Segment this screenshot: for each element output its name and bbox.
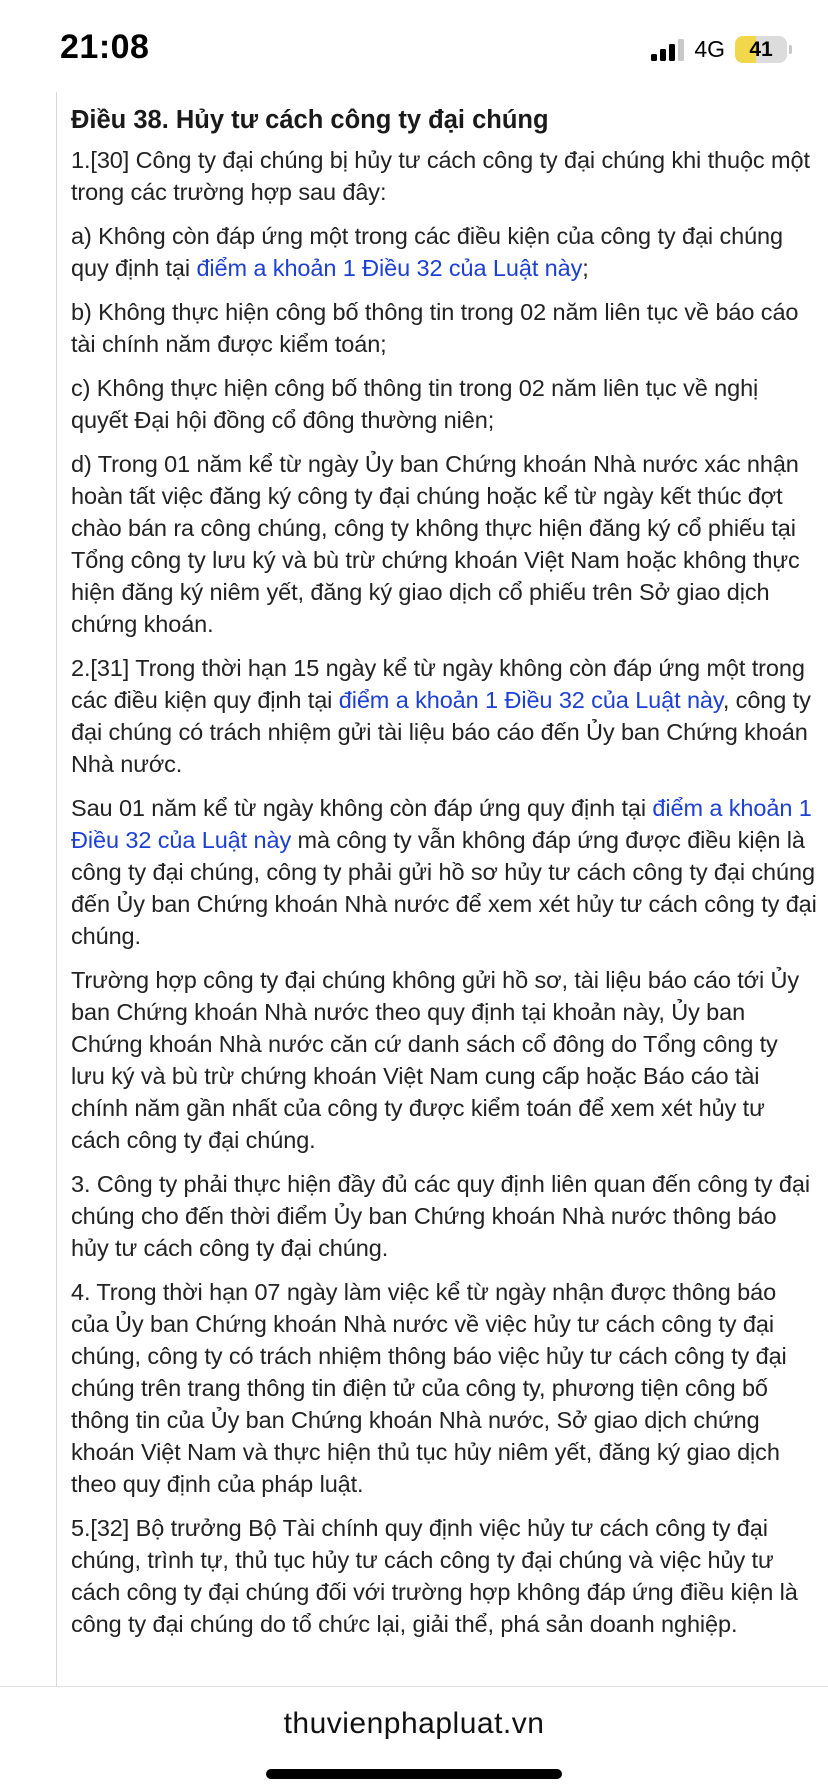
- paragraph-b: b) Không thực hiện công bố thông tin trong 02 năm liên tục về báo cáo tài chính năm được kiểm toán;: [71, 299, 799, 357]
- network-type: 4G: [694, 36, 725, 62]
- browser-bottom-bar: [0, 1687, 828, 1792]
- paragraph-2-text: 2.[31] Trong thời hạn 15 ngày kể từ ngày không còn đáp ứng một trong các điều kiện quy định tại: [71, 655, 805, 713]
- status-time: 21:08: [60, 28, 150, 66]
- status-icons: [651, 36, 792, 63]
- paragraph-2: [71, 652, 817, 780]
- paragraph-3: [71, 792, 817, 952]
- signal-bar: [669, 44, 675, 61]
- paragraph-a-end: ;: [582, 255, 589, 281]
- paragraph-2-end: , công ty đại chúng có trách nhiệm gửi tài liệu báo cáo đến Ủy ban Chứng khoán Nhà nước.: [71, 687, 811, 777]
- status-bar: [0, 0, 828, 100]
- battery-icon: [735, 36, 792, 63]
- article-title: Điều 38. Hủy tư cách công ty đại chúng: [71, 106, 549, 134]
- paragraph-a-text: a) Không còn đáp ứng một trong các điều kiện của công ty đại chúng quy định tại: [71, 223, 783, 281]
- law-reference-link[interactable]: điểm a khoản 1 Điều 32 của Luật này: [71, 795, 812, 853]
- paragraph-5: 3. Công ty phải thực hiện đầy đủ các quy định liên quan đến công ty đại chúng cho đến thời điểm Ủy ban Chứng khoán Nhà nước thông báo hủy tư cách công ty đại chúng.: [71, 1171, 810, 1261]
- signal-bar: [678, 39, 684, 61]
- paragraph-6: 4. Trong thời hạn 07 ngày làm việc kể từ ngày nhận được thông báo của Ủy ban Chứng khoán Nhà nước về việc hủy tư cách công ty đại chúng, công ty có trách nhiệm thông báo việc hủy tư cách công ty đại chúng trên trang thông tin điện tử của công ty, phương tiện công bố thông tin của Ủy ban Chứng khoán Nhà nước, Sở giao dịch chứng khoán Việt Nam và thực hiện thủ tục hủy niêm yết, đăng ký giao dịch theo quy định của pháp luật.: [71, 1279, 787, 1497]
- article-frame: [56, 92, 828, 1690]
- law-reference-link[interactable]: điểm a khoản 1 Điều 32 của Luật này: [338, 687, 723, 713]
- paragraph-4: Trường hợp công ty đại chúng không gửi hồ sơ, tài liệu báo cáo tới Ủy ban Chứng khoán Nhà nước theo quy định tại khoản này, Ủy ban Chứng khoán Nhà nước căn cứ danh sách cổ đông do Tổng công ty lưu ký và bù trừ chứng khoán Việt Nam cung cấp hoặc Báo cáo tài chính năm gần nhất của công ty được kiểm toán để xem xét hủy tư cách công ty đại chúng.: [71, 967, 800, 1153]
- paragraph-a: [71, 220, 817, 284]
- battery-body: [735, 36, 787, 63]
- signal-bar: [660, 49, 666, 61]
- paragraph-7: 5.[32] Bộ trưởng Bộ Tài chính quy định việc hủy tư cách công ty đại chúng, trình tự, thủ tục hủy tư cách công ty đại chúng và việc hủy tư cách công ty đại chúng đối với trường hợp không đáp ứng điều kiện là công ty đại chúng do tổ chức lại, giải thể, phá sản doanh nghiệp.: [71, 1515, 798, 1637]
- article-body: [71, 92, 817, 1652]
- paragraph-3-text: Sau 01 năm kể từ ngày không còn đáp ứng quy định tại: [71, 795, 653, 821]
- paragraph-d: d) Trong 01 năm kể từ ngày Ủy ban Chứng khoán Nhà nước xác nhận hoàn tất việc đăng ký công ty đại chúng hoặc kể từ ngày kết thúc đợt chào bán ra công chúng, công ty không thực hiện đăng ký cổ phiếu tại Tổng công ty lưu ký và bù trừ chứng khoán Việt Nam hoặc không thực hiện đăng ký niêm yết, đăng ký giao dịch cổ phiếu trên Sở giao dịch chứng khoán.: [71, 451, 800, 637]
- address-bar-domain[interactable]: thuvienphapluat.vn: [283, 1707, 545, 1740]
- home-indicator[interactable]: [266, 1769, 562, 1779]
- battery-level: 41: [749, 37, 773, 61]
- paragraph-3-end: mà công ty vẫn không đáp ứng được điều kiện là công ty đại chúng, công ty phải gửi hồ sơ hủy tư cách công ty đại chúng đến Ủy ban Chứng khoán Nhà nước để xem xét hủy tư cách công ty đại chúng.: [71, 827, 817, 949]
- cellular-signal-icon: [651, 39, 684, 61]
- signal-bar: [651, 54, 657, 61]
- paragraph-1: 1.[30] Công ty đại chúng bị hủy tư cách công ty đại chúng khi thuộc một trong các trường hợp sau đây:: [71, 147, 810, 205]
- battery-cap: [789, 45, 792, 54]
- law-reference-link[interactable]: điểm a khoản 1 Điều 32 của Luật này: [196, 255, 583, 281]
- paragraph-c: c) Không thực hiện công bố thông tin trong 02 năm liên tục về nghị quyết Đại hội đồng cổ đông thường niên;: [71, 375, 759, 433]
